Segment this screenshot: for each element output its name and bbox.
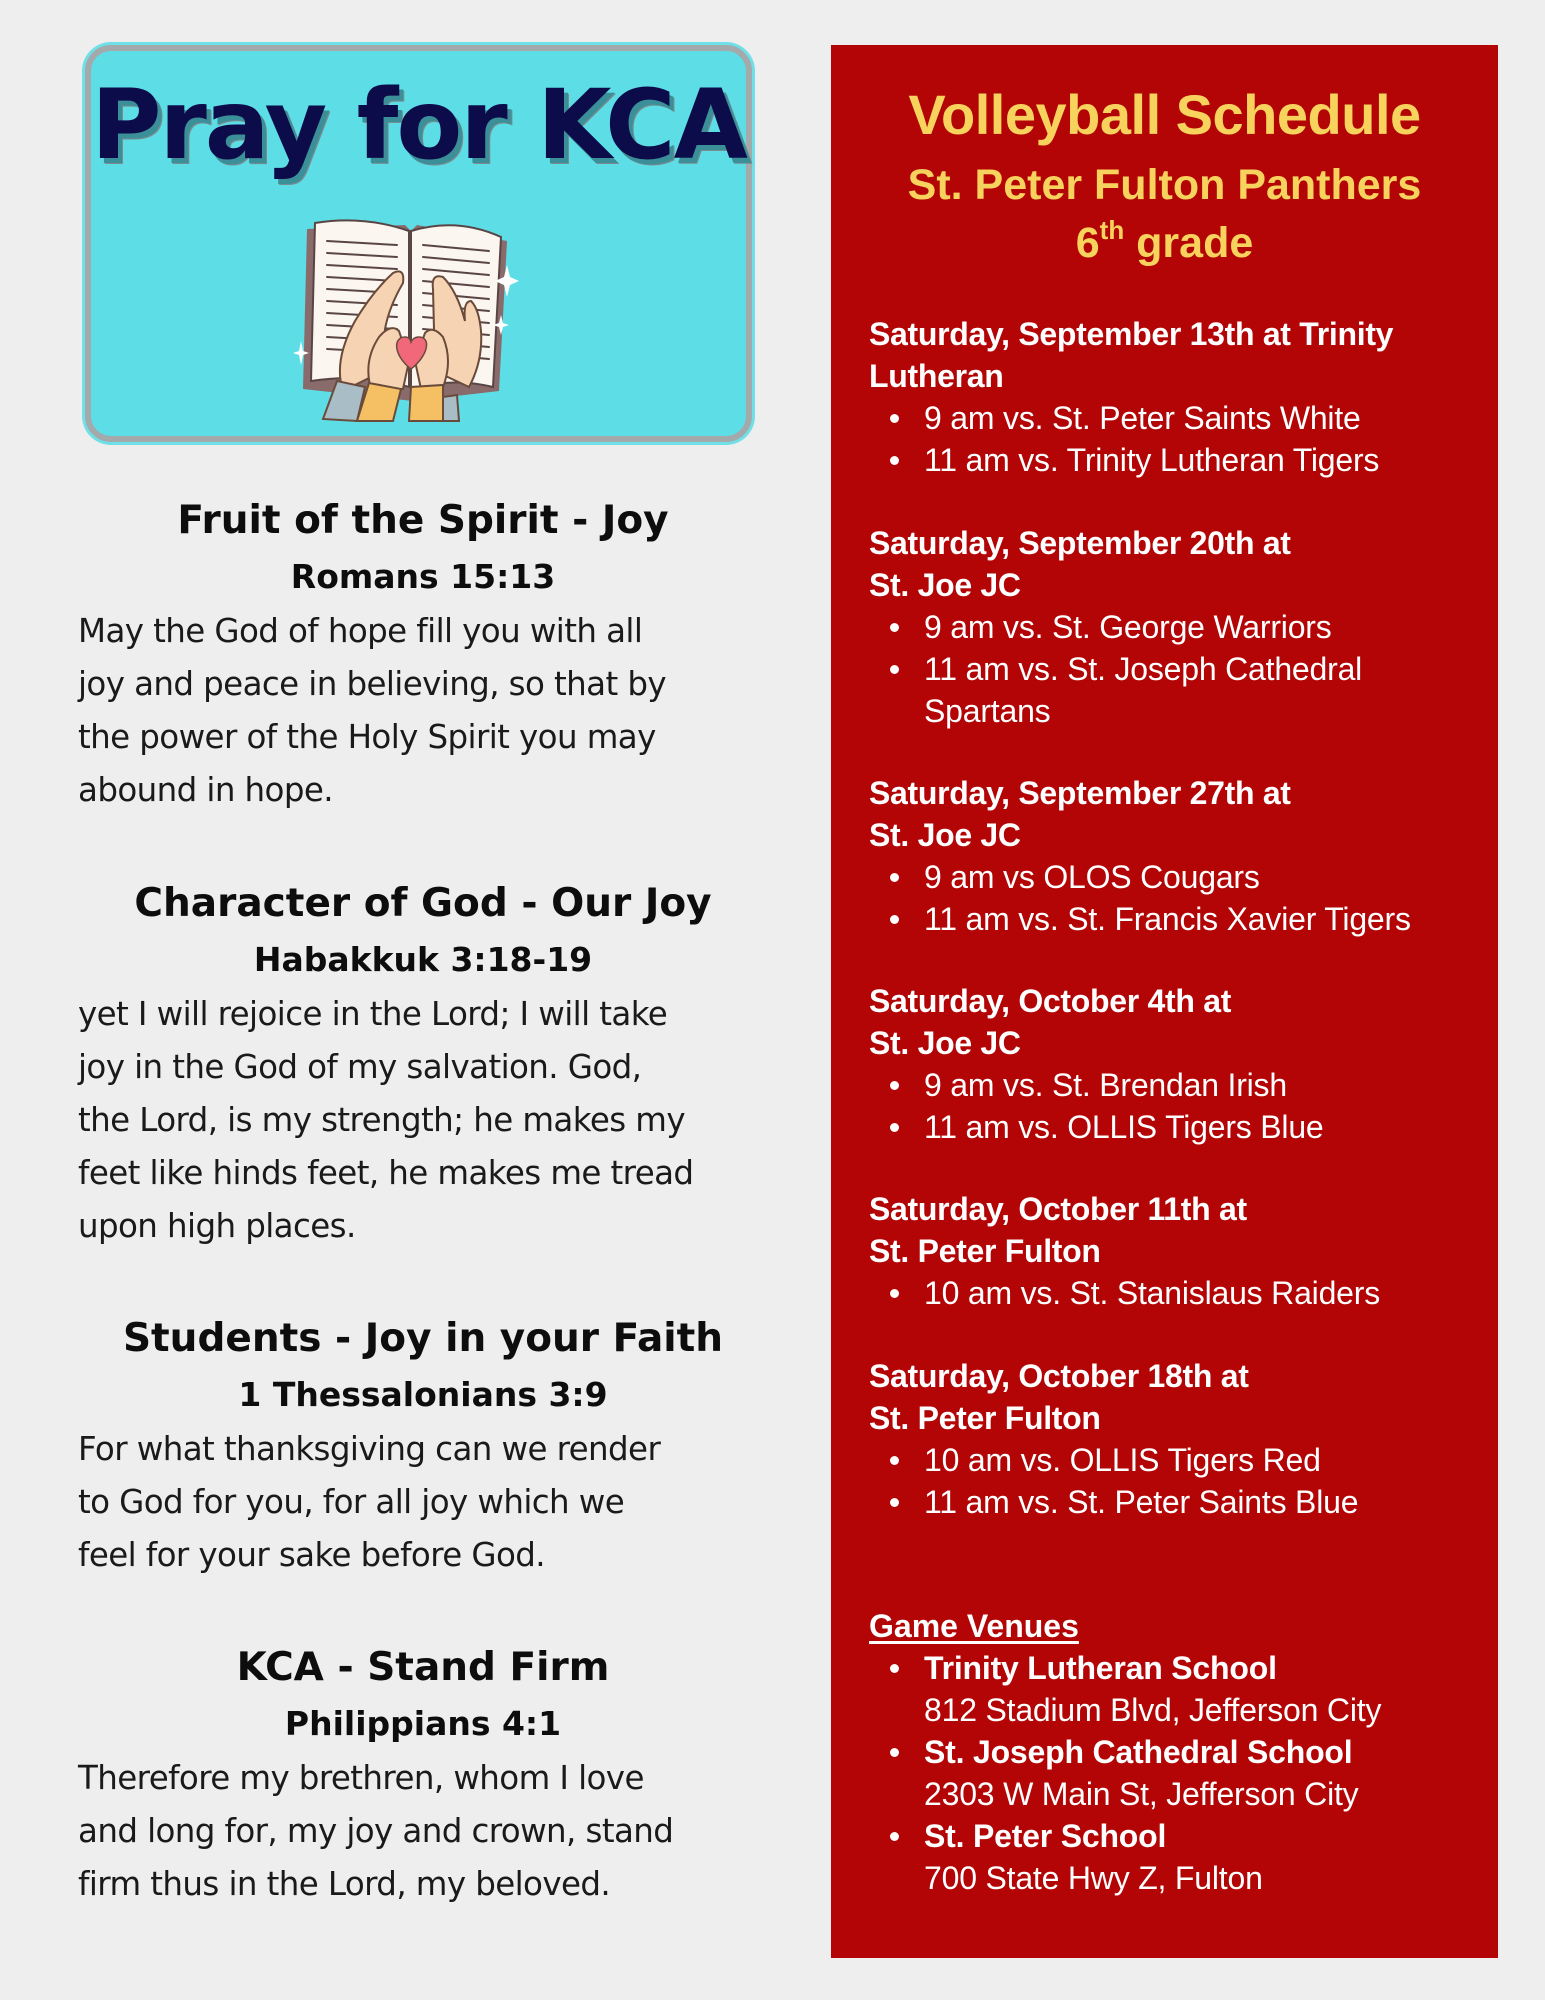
game-list: [869, 1439, 1479, 1523]
scripture-text: [78, 1423, 768, 1582]
scripture-reference: Romans 15:13: [290, 557, 556, 596]
game-text: 11 am vs. St. Francis Xavier Tigers: [924, 901, 1411, 937]
venue-name: St. Peter School: [924, 1818, 1167, 1854]
heading-line: St. Joe JC: [869, 567, 1021, 603]
schedule-title: Volleyball Schedule: [908, 83, 1421, 146]
pray-for-kca-banner: [85, 45, 752, 442]
game-text: 9 am vs. St. George Warriors: [924, 609, 1332, 645]
game-day-heading: [869, 313, 1479, 397]
heading-line: Saturday, September 27th at: [869, 775, 1291, 811]
heading-line: St. Joe JC: [869, 817, 1021, 853]
scripture-line: feet like hinds feet, he makes me tread: [78, 1154, 694, 1192]
heading-line: Saturday, September 13th at Trinity: [869, 316, 1394, 352]
game-text-continued: Spartans: [924, 693, 1051, 729]
game-list: [869, 1064, 1479, 1148]
game-list: [869, 856, 1479, 940]
scripture-reference: Philippians 4:1: [284, 1704, 562, 1743]
game-list: [869, 606, 1479, 732]
team-name: St. Peter Fulton Panthers: [907, 161, 1422, 209]
venue-name: St. Joseph Cathedral School: [924, 1734, 1353, 1770]
heading-line: St. Peter Fulton: [869, 1400, 1101, 1436]
game-day: [869, 522, 1479, 732]
scripture-line: to God for you, for all joy which we: [78, 1483, 625, 1521]
game-item: [869, 397, 1479, 439]
game-item: [869, 606, 1479, 648]
game-text: 10 am vs. OLLIS Tigers Red: [924, 1442, 1321, 1478]
banner-title: Pray for KCA: [91, 69, 746, 181]
heading-line: Saturday, October 18th at: [869, 1358, 1249, 1394]
venue-item: [869, 1647, 1479, 1731]
grade-word: grade: [1136, 219, 1254, 267]
devotion-section: [78, 1311, 768, 1582]
game-day-heading: [869, 772, 1479, 856]
praying-hands-bible-icon: [293, 211, 523, 423]
game-item: [869, 1481, 1479, 1523]
scripture-line: For what thanksgiving can we render: [78, 1430, 661, 1468]
game-day: [869, 313, 1479, 481]
scripture-line: joy and peace in believing, so that by: [78, 665, 667, 703]
devotion-title: KCA - Stand Firm: [236, 1645, 610, 1690]
venue-address: 812 Stadium Blvd, Jefferson City: [924, 1692, 1382, 1728]
scripture-line: joy in the God of my salvation. God,: [78, 1048, 642, 1086]
scripture-line: the power of the Holy Spirit you may: [78, 718, 656, 756]
scripture-line: and long for, my joy and crown, stand: [78, 1812, 674, 1850]
scripture-line: upon high places.: [78, 1207, 356, 1245]
scripture-line: yet I will rejoice in the Lord; I will take: [78, 995, 668, 1033]
game-item: [869, 439, 1479, 481]
heading-line: St. Peter Fulton: [869, 1233, 1101, 1269]
scripture-reference: 1 Thessalonians 3:9: [238, 1375, 608, 1414]
game-list: [869, 1272, 1479, 1314]
game-item: [869, 856, 1479, 898]
game-text: 9 am vs. St. Peter Saints White: [924, 400, 1361, 436]
devotion-section: [78, 876, 768, 1253]
game-text: 9 am vs OLOS Cougars: [924, 859, 1260, 895]
scripture-text: [78, 605, 768, 817]
game-text: 9 am vs. St. Brendan Irish: [924, 1067, 1287, 1103]
venue-item: [869, 1815, 1479, 1899]
game-day-heading: [869, 522, 1479, 606]
game-day-heading: [869, 980, 1479, 1064]
venue-address: 700 State Hwy Z, Fulton: [924, 1860, 1263, 1896]
game-day: [869, 980, 1479, 1148]
devotion-title: Character of God - Our Joy: [134, 881, 712, 926]
heading-line: Lutheran: [869, 358, 1004, 394]
game-list: [869, 397, 1479, 481]
devotion-title: Students - Joy in your Faith: [122, 1316, 724, 1361]
scripture-text: [78, 1752, 768, 1911]
venues-heading: Game Venues: [869, 1608, 1079, 1644]
game-text: 10 am vs. St. Stanislaus Raiders: [924, 1275, 1381, 1311]
scripture-text: [78, 988, 768, 1253]
devotion-section: [78, 493, 768, 817]
grade-number: 6: [1075, 219, 1100, 267]
game-item: [869, 648, 1479, 732]
venue-list: [869, 1647, 1479, 1899]
game-day: [869, 1355, 1479, 1523]
game-item: [869, 1272, 1479, 1314]
venue-item: [869, 1731, 1479, 1815]
scripture-line: May the God of hope fill you with all: [78, 612, 643, 650]
game-day: [869, 772, 1479, 940]
game-venues: [869, 1605, 1479, 1899]
scripture-line: the Lord, is my strength; he makes my: [78, 1101, 685, 1139]
game-item: [869, 1106, 1479, 1148]
heading-line: St. Joe JC: [869, 1025, 1021, 1061]
heading-line: Saturday, September 20th at: [869, 525, 1291, 561]
game-item: [869, 1064, 1479, 1106]
volleyball-schedule-panel: [831, 45, 1498, 1958]
heading-line: Saturday, October 11th at: [869, 1191, 1247, 1227]
grade-label: [831, 213, 1498, 273]
scripture-line: abound in hope.: [78, 771, 333, 809]
scripture-line: firm thus in the Lord, my beloved.: [78, 1865, 611, 1903]
heading-line: Saturday, October 4th at: [869, 983, 1232, 1019]
game-text: 11 am vs. Trinity Lutheran Tigers: [924, 442, 1380, 478]
grade-suffix: th: [1099, 215, 1125, 245]
devotion-title: Fruit of the Spirit - Joy: [177, 498, 669, 543]
game-text: 11 am vs. St. Joseph Cathedral: [924, 651, 1363, 687]
scripture-line: feel for your sake before God.: [78, 1536, 546, 1574]
scripture-reference: Habakkuk 3:18-19: [253, 940, 593, 979]
game-day-heading: [869, 1188, 1479, 1272]
game-day-heading: [869, 1355, 1479, 1439]
game-item: [869, 898, 1479, 940]
venue-name: Trinity Lutheran School: [924, 1650, 1277, 1686]
devotion-section: [78, 1640, 768, 1911]
game-item: [869, 1439, 1479, 1481]
scripture-line: Therefore my brethren, whom I love: [78, 1759, 644, 1797]
game-text: 11 am vs. OLLIS Tigers Blue: [924, 1109, 1324, 1145]
venue-address: 2303 W Main St, Jefferson City: [924, 1776, 1359, 1812]
game-text: 11 am vs. St. Peter Saints Blue: [924, 1484, 1359, 1520]
game-day: [869, 1188, 1479, 1314]
